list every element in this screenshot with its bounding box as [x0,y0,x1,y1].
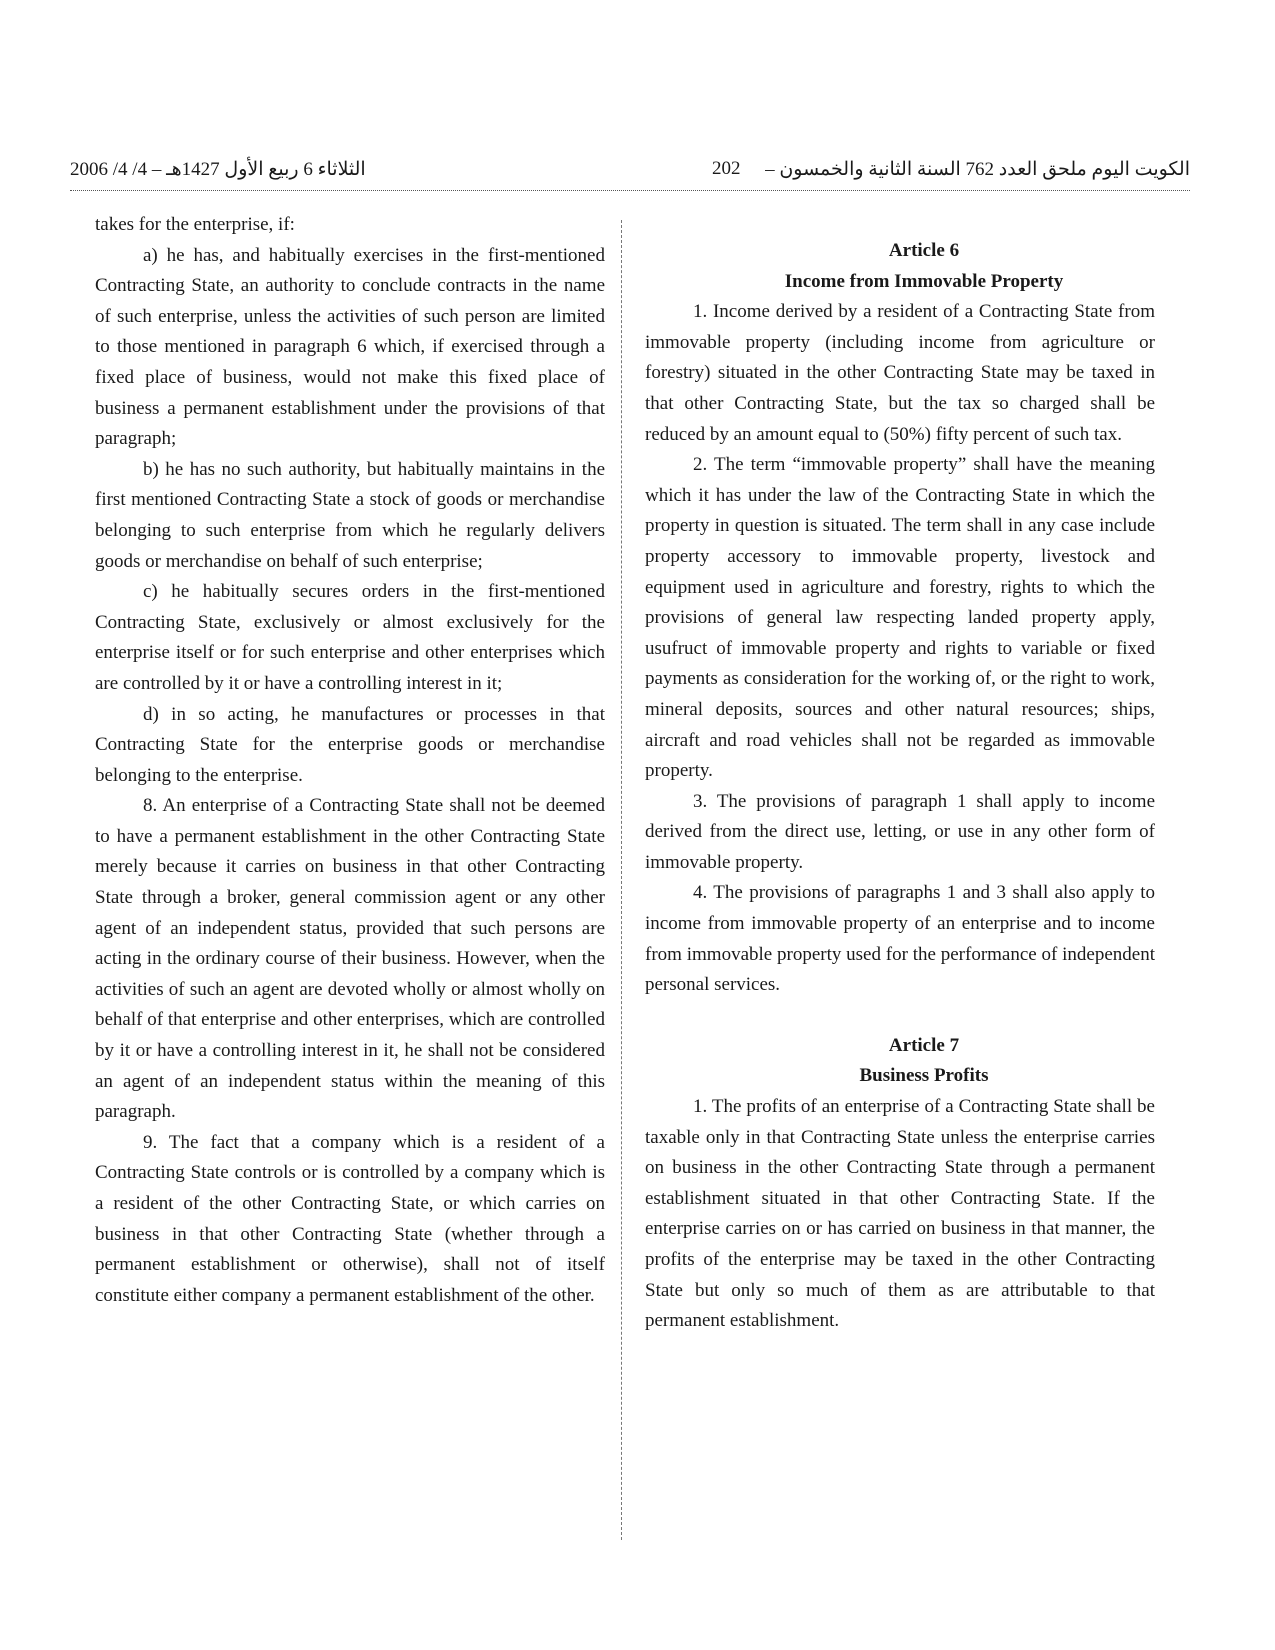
section-spacer [645,1001,1155,1031]
article-7-title: Business Profits [859,1065,989,1087]
paragraph: 2. The term “immovable property” shall have the meaning which it has under the law of the Contracting State in which the property in question is situated. The term shall in any case include property accessory to immovable property, livestock and equipment used in agriculture and forestry, rights to which the provisions of general law respecting landed property apply, usufruct of immovable property and rights to variable or fixed payments as consideration for the working of, or the right to work, mineral deposits, sources and other natural resources; ships, aircraft and road vehicles shall not be regarded as immovable property. [645,454,1155,782]
header-date: الثلاثاء 6 ربيع الأول 1427هـ – 4/ 4/ 2006 [70,159,366,180]
header-rule [70,190,1190,191]
publication-title: الكويت اليوم ملحق العدد 762 السنة الثانية والخمسون – [765,159,1190,180]
paragraph: c) he habitually secures orders in the first-mentioned Contracting State, exclusively or almost exclusively for the enterprise itself or for such enterprise and other enterprises which are controlled by it or have a controlling interest in it; [95,581,605,694]
paragraph: takes for the enterprise, if: [95,214,295,235]
article-7-heading: Article 7 [888,1034,960,1056]
paragraph: d) in so acting, he manufactures or processes in that Contracting State for the enterprise goods or merchandise belonging to the enterprise. [95,703,605,786]
paragraph: 8. An enterprise of a Contracting State shall not be deemed to have a permanent establishment in the other Contracting State merely because it carries on business in that other Contracting State through a broker, general commission agent or any other agent of an independent status, provided that such persons are acting in the ordinary course of their business. However, when the activities of such an agent are devoted wholly or almost wholly on behalf of that enterprise and other enterprises, which are controlled by it or have a controlling interest in it, he shall not be considered an agent of an independent status within the meaning of this paragraph. [95,795,605,1123]
column-divider [621,220,622,1540]
paragraph: 1. Income derived by a resident of a Contracting State from immovable property (including income from agriculture or forestry) situated in the other Contracting State may be taxed in that other Contracting State, but the tax so charged shall be reduced by an amount equal to (50%) fifty percent of such tax. [645,301,1155,445]
paragraph: a) he has, and habitually exercises in the first-mentioned Contracting State, an authority to conclude contracts in the name of such enterprise, unless the activities of such person are limited to those mentioned in paragraph 6 which, if exercised through a fixed place of business, would not make this fixed place of business a permanent establishment under the provisions of that paragraph; [95,244,605,450]
page-header [70,150,1190,190]
paragraph: 1. The profits of an enterprise of a Contracting State shall be taxable only in that Contracting State unless the enterprise carries on business in the other Contracting State through a permanent establishment situated in that other Contracting State. If the enterprise carries on or has carried on business in that manner, the profits of the enterprise may be taxed in the other Contracting State but only so much of them as are attributable to that permanent establishment. [645,1096,1155,1332]
paragraph: 3. The provisions of paragraph 1 shall apply to income derived from the direct use, letting, or use in any other form of immovable property. [645,790,1155,873]
paragraph: b) he has no such authority, but habitually maintains in the first mentioned Contracting State a stock of goods or merchandise belonging to such enterprise from which he regularly delivers goods or merchandise on behalf of such enterprise; [95,458,605,572]
paragraph: 9. The fact that a company which is a resident of a Contracting State controls or is controlled by a company which is a resident of the other Contracting State, or which carries on business in that other Contracting State (whether through a permanent establishment or otherwise), shall not of itself constitute either company a permanent establishment of the other. [95,1131,605,1306]
article-6-title: Income from Immovable Property [784,270,1064,292]
paragraph: 4. The provisions of paragraphs 1 and 3 shall also apply to income from immovable property of an enterprise and to income from immovable property used for the performance of independent personal services. [645,882,1155,996]
left-column [95,210,605,1311]
page-number: 202 [712,158,741,179]
right-column [645,236,1155,1337]
article-6-heading: Article 6 [888,240,960,261]
